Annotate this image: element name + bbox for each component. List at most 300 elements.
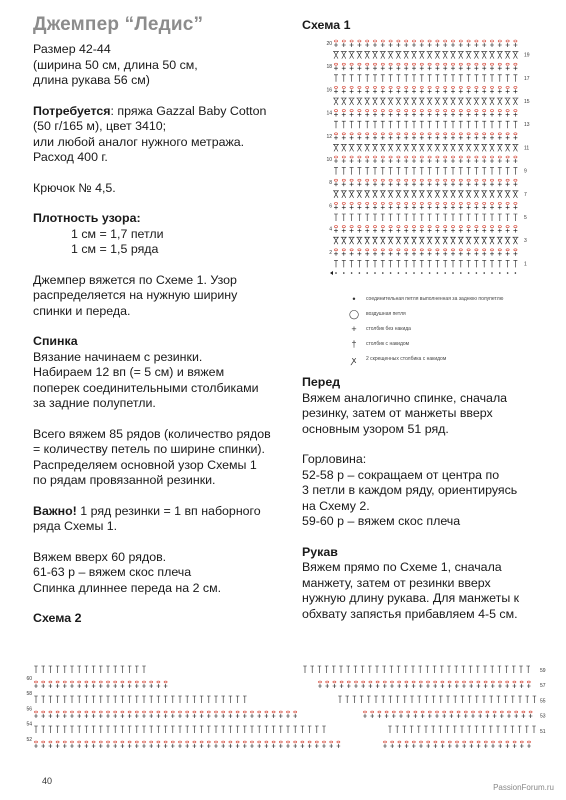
crossed-stitch [349, 191, 355, 198]
single-crochet [106, 744, 110, 748]
single-crochet [478, 714, 482, 718]
chain-stitch [467, 110, 470, 112]
chain-stitch [164, 741, 167, 743]
double-crochet [135, 666, 139, 673]
double-crochet [334, 75, 338, 82]
crossed-stitch [333, 237, 339, 244]
single-crochet [229, 714, 233, 718]
double-crochet [395, 726, 399, 733]
chain-stitch [500, 711, 503, 713]
double-crochet [342, 121, 346, 128]
crossed-stitch [388, 98, 394, 105]
chain-stitch [326, 681, 329, 683]
double-crochet [459, 260, 463, 267]
chain-stitch [428, 156, 431, 158]
double-crochet [483, 666, 487, 673]
single-crochet [378, 714, 382, 718]
single-crochet [435, 136, 439, 140]
legend-item [346, 292, 503, 306]
double-crochet [49, 696, 53, 703]
double-crochet [56, 696, 60, 703]
chain-stitch [334, 249, 337, 251]
single-crochet [441, 684, 445, 688]
single-crochet [428, 252, 432, 256]
double-crochet [350, 121, 354, 128]
slip-stitch [374, 272, 376, 274]
chain-stitch [441, 741, 444, 743]
double-crochet [518, 696, 522, 703]
single-crochet [243, 714, 247, 718]
single-crochet [428, 205, 432, 209]
double-crochet [272, 726, 276, 733]
row-number: 14 [326, 110, 332, 117]
double-crochet [361, 666, 365, 673]
chain-stitch [467, 202, 470, 204]
double-crochet [459, 75, 463, 82]
double-crochet [353, 696, 357, 703]
right-column [302, 375, 552, 622]
chain-stitch [420, 156, 423, 158]
chain-stitch [384, 741, 387, 743]
single-crochet [490, 66, 494, 70]
crossed-stitch [380, 237, 386, 244]
single-crochet [365, 205, 369, 209]
chain-stitch [272, 711, 275, 713]
chain-stitch [400, 711, 403, 713]
single-crochet [381, 205, 385, 209]
crossed-stitch [473, 191, 479, 198]
single-crochet [178, 744, 182, 748]
double-crochet [513, 214, 517, 221]
single-crochet [404, 89, 408, 93]
single-crochet [498, 89, 502, 93]
crossed-stitch [450, 237, 456, 244]
chain-stitch [35, 681, 38, 683]
chain-stitch [49, 741, 52, 743]
chain-stitch [85, 681, 88, 683]
single-crochet [428, 43, 432, 47]
chain-stitch [475, 156, 478, 158]
double-crochet [489, 726, 493, 733]
double-crochet [92, 726, 96, 733]
crossed-stitch [505, 144, 511, 151]
double-crochet [526, 666, 530, 673]
single-crochet [350, 89, 354, 93]
chain-stitch [358, 86, 361, 88]
single-crochet [383, 744, 387, 748]
chain-stitch [334, 156, 337, 158]
single-crochet [49, 684, 53, 688]
chain-stitch [207, 741, 210, 743]
single-crochet [506, 182, 510, 186]
single-crochet [506, 66, 510, 70]
crossed-stitch [442, 98, 448, 105]
single-crochet [459, 159, 463, 163]
chain-stitch [366, 179, 369, 181]
chain-stitch [459, 249, 462, 251]
chain-stitch [475, 86, 478, 88]
single-crochet [467, 136, 471, 140]
single-crochet [404, 136, 408, 140]
slip-stitch [421, 272, 423, 274]
single-crochet [389, 182, 393, 186]
legend-item [346, 352, 503, 366]
crossed-stitch [333, 98, 339, 105]
double-crochet [70, 696, 74, 703]
chain-stitch [366, 110, 369, 112]
chain-stitch [107, 741, 110, 743]
chain-stitch [71, 681, 74, 683]
double-crochet [56, 726, 60, 733]
double-crochet [451, 214, 455, 221]
single-crochet [482, 159, 486, 163]
double-crochet [99, 666, 103, 673]
chain-stitch [412, 681, 415, 683]
single-crochet [506, 205, 510, 209]
chain-stitch [347, 681, 350, 683]
chain-stitch [490, 86, 493, 88]
single-crochet [513, 113, 517, 117]
crossed-stitch [372, 144, 378, 151]
double-crochet [490, 214, 494, 221]
crossed-stitch [473, 237, 479, 244]
chain-stitch [483, 110, 486, 112]
single-crochet [308, 744, 312, 748]
chain-stitch [412, 86, 415, 88]
chain-oval-icon: ◯ [348, 308, 360, 319]
double-crochet [525, 696, 529, 703]
double-crochet [461, 696, 465, 703]
double-crochet [171, 696, 175, 703]
double-crochet [373, 214, 377, 221]
double-crochet [498, 168, 502, 175]
back-text-3: Вяжем вверх 60 рядов. 61-63 р – вяжем скос плеча Спинка длиннее переда на 2 см. [33, 549, 222, 595]
chain-stitch [358, 63, 361, 65]
double-crochet [389, 214, 393, 221]
double-crochet [435, 260, 439, 267]
single-crochet [474, 136, 478, 140]
single-crochet [350, 182, 354, 186]
double-crochet [446, 696, 450, 703]
chain-stitch [186, 741, 189, 743]
crossed-stitch [512, 237, 518, 244]
chain-stitch [355, 681, 358, 683]
single-crochet [404, 66, 408, 70]
double-crochet [482, 726, 486, 733]
chain-stitch [333, 681, 336, 683]
single-crochet [426, 744, 430, 748]
single-crochet [505, 684, 509, 688]
double-crochet [41, 696, 45, 703]
double-crochet [459, 121, 463, 128]
chain-stitch [171, 711, 174, 713]
chain-stitch [420, 133, 423, 135]
single-crochet [513, 229, 517, 233]
single-crochet [361, 684, 365, 688]
slip-stitch [483, 272, 485, 274]
chain-stitch [448, 741, 451, 743]
chain-stitch [308, 741, 311, 743]
chain-stitch [366, 202, 369, 204]
double-crochet [410, 696, 414, 703]
single-crochet [513, 136, 517, 140]
double-crochet [506, 214, 510, 221]
double-crochet [303, 666, 307, 673]
single-crochet [498, 684, 502, 688]
row-number: 19 [524, 52, 530, 59]
chain-stitch [451, 179, 454, 181]
single-crochet [467, 205, 471, 209]
double-crochet [404, 260, 408, 267]
chain-stitch [35, 741, 38, 743]
crossed-stitch [341, 237, 347, 244]
chain-stitch [451, 226, 454, 228]
chain-stitch [506, 133, 509, 135]
chain-stitch [342, 179, 345, 181]
single-crochet [434, 744, 438, 748]
chain-stitch [436, 110, 439, 112]
double-crochet [428, 121, 432, 128]
double-crochet [113, 726, 117, 733]
single-crochet [482, 229, 486, 233]
chain-stitch [358, 226, 361, 228]
chain-stitch [490, 63, 493, 65]
single-crochet [357, 66, 361, 70]
double-crochet [221, 696, 225, 703]
chain-stitch [456, 741, 459, 743]
single-crochet [357, 89, 361, 93]
double-crochet [498, 214, 502, 221]
double-crochet [505, 666, 509, 673]
chain-stitch [420, 86, 423, 88]
chain-stitch [350, 226, 353, 228]
double-crochet [342, 168, 346, 175]
single-crochet [365, 252, 369, 256]
single-crochet [443, 229, 447, 233]
crossed-stitch [505, 237, 511, 244]
double-crochet [157, 696, 161, 703]
single-crochet [342, 89, 346, 93]
chain-stitch [405, 681, 408, 683]
single-crochet [506, 744, 510, 748]
chain-stitch [421, 711, 424, 713]
single-crochet [448, 744, 452, 748]
single-crochet [315, 744, 319, 748]
double-crochet [459, 168, 463, 175]
single-crochet [85, 744, 89, 748]
double-crochet [373, 168, 377, 175]
double-crochet [149, 726, 153, 733]
single-crochet [428, 714, 432, 718]
single-crochet [428, 113, 432, 117]
single-crochet [404, 113, 408, 117]
double-crochet [497, 696, 501, 703]
double-crochet [396, 214, 400, 221]
crossed-stitch [473, 144, 479, 151]
chain-stitch [428, 249, 431, 251]
chain-stitch [265, 741, 268, 743]
double-crochet [490, 666, 494, 673]
slip-stitch [351, 272, 353, 274]
chain-stitch [366, 40, 369, 42]
single-crochet [357, 252, 361, 256]
double-crochet [310, 666, 314, 673]
single-crochet [443, 159, 447, 163]
chain-stitch [420, 249, 423, 251]
double-crochet [142, 726, 146, 733]
row-number: 52 [26, 736, 32, 743]
double-crochet [142, 666, 146, 673]
crossed-stitch [364, 52, 370, 59]
legend-label: столбик с накидом [366, 341, 410, 347]
single-crochet [443, 136, 447, 140]
double-crochet [424, 726, 428, 733]
single-crochet [49, 744, 53, 748]
double-crochet [99, 726, 103, 733]
chain-stitch [373, 156, 376, 158]
chain-stitch [164, 711, 167, 713]
double-crochet [404, 75, 408, 82]
single-crochet [469, 684, 473, 688]
chain-stitch [477, 741, 480, 743]
single-crochet [357, 113, 361, 117]
double-crochet [322, 726, 326, 733]
double-crochet [506, 75, 510, 82]
crossed-stitch [442, 144, 448, 151]
double-crochet [389, 168, 393, 175]
double-crochet [85, 696, 89, 703]
chain-stitch [334, 226, 337, 228]
crossed-stitch [349, 237, 355, 244]
single-crochet [451, 229, 455, 233]
chain-stitch [459, 179, 462, 181]
chain-stitch [135, 741, 138, 743]
double-crochet [338, 696, 342, 703]
chain-stitch [301, 741, 304, 743]
double-crochet [412, 168, 416, 175]
single-crochet [443, 89, 447, 93]
double-crochet [467, 168, 471, 175]
chain-stitch [405, 63, 408, 65]
double-crochet [474, 168, 478, 175]
double-crochet [236, 726, 240, 733]
chain-stitch [436, 226, 439, 228]
single-crochet [334, 66, 338, 70]
chain-stitch [397, 202, 400, 204]
single-crochet [490, 229, 494, 233]
single-crochet [451, 252, 455, 256]
single-crochet [459, 136, 463, 140]
double-crochet [374, 696, 378, 703]
crossed-stitch [497, 52, 503, 59]
chain-stitch [491, 681, 494, 683]
double-crochet [447, 666, 451, 673]
chain-stitch [443, 711, 446, 713]
chain-stitch [49, 681, 52, 683]
chain-stitch [381, 86, 384, 88]
single-crochet [157, 714, 161, 718]
double-crochet [236, 696, 240, 703]
single-crochet [420, 43, 424, 47]
single-crochet [365, 229, 369, 233]
chain-stitch [373, 202, 376, 204]
chain-stitch [121, 741, 124, 743]
double-crochet [373, 121, 377, 128]
double-crochet [315, 726, 319, 733]
chain-stitch [405, 179, 408, 181]
crossed-stitch [427, 98, 433, 105]
single-crochet [419, 684, 423, 688]
double-crochet [433, 666, 437, 673]
double-crochet [185, 696, 189, 703]
double-crochet [193, 726, 197, 733]
crossed-stitch [341, 98, 347, 105]
double-crochet [357, 214, 361, 221]
single-crochet [381, 229, 385, 233]
chain-stitch [381, 226, 384, 228]
sleeve-title: Рукав [302, 544, 338, 559]
crossed-stitch [333, 191, 339, 198]
chain-stitch [499, 741, 502, 743]
chain-stitch [334, 63, 337, 65]
single-crochet [404, 43, 408, 47]
single-crochet [498, 229, 502, 233]
single-crochet [484, 684, 488, 688]
chain-stitch [389, 110, 392, 112]
chain-stitch [243, 741, 246, 743]
chain-stitch [506, 249, 509, 251]
chain-stitch [350, 202, 353, 204]
chain-stitch [389, 249, 392, 251]
single-crochet [451, 89, 455, 93]
chain-stitch [366, 133, 369, 135]
row-number: 60 [26, 676, 32, 682]
single-crochet [451, 113, 455, 117]
single-crochet [373, 66, 377, 70]
single-crochet [389, 229, 393, 233]
single-crochet [467, 89, 471, 93]
left-column [33, 42, 295, 627]
chain-stitch [164, 681, 167, 683]
single-crochet [214, 744, 218, 748]
single-crochet [142, 744, 146, 748]
chain-stitch [389, 179, 392, 181]
single-crochet [412, 205, 416, 209]
single-crochet [414, 714, 418, 718]
single-crochet [435, 714, 439, 718]
single-crochet [443, 182, 447, 186]
single-crochet [405, 744, 409, 748]
single-crochet [92, 714, 96, 718]
single-crochet [433, 684, 437, 688]
chain-stitch [405, 110, 408, 112]
single-crochet [373, 89, 377, 93]
single-crochet [135, 684, 139, 688]
row-number: 4 [329, 226, 332, 233]
chain-stitch [85, 741, 88, 743]
single-crochet [301, 744, 305, 748]
double-crochet [443, 168, 447, 175]
chain-stitch [490, 133, 493, 135]
chain-stitch [459, 202, 462, 204]
crossed-stitch [427, 237, 433, 244]
double-crochet [467, 75, 471, 82]
crossed-stitch [395, 191, 401, 198]
chain-stitch [475, 249, 478, 251]
crossed-stitch [458, 191, 464, 198]
single-crochet [389, 205, 393, 209]
chain-stitch [490, 179, 493, 181]
